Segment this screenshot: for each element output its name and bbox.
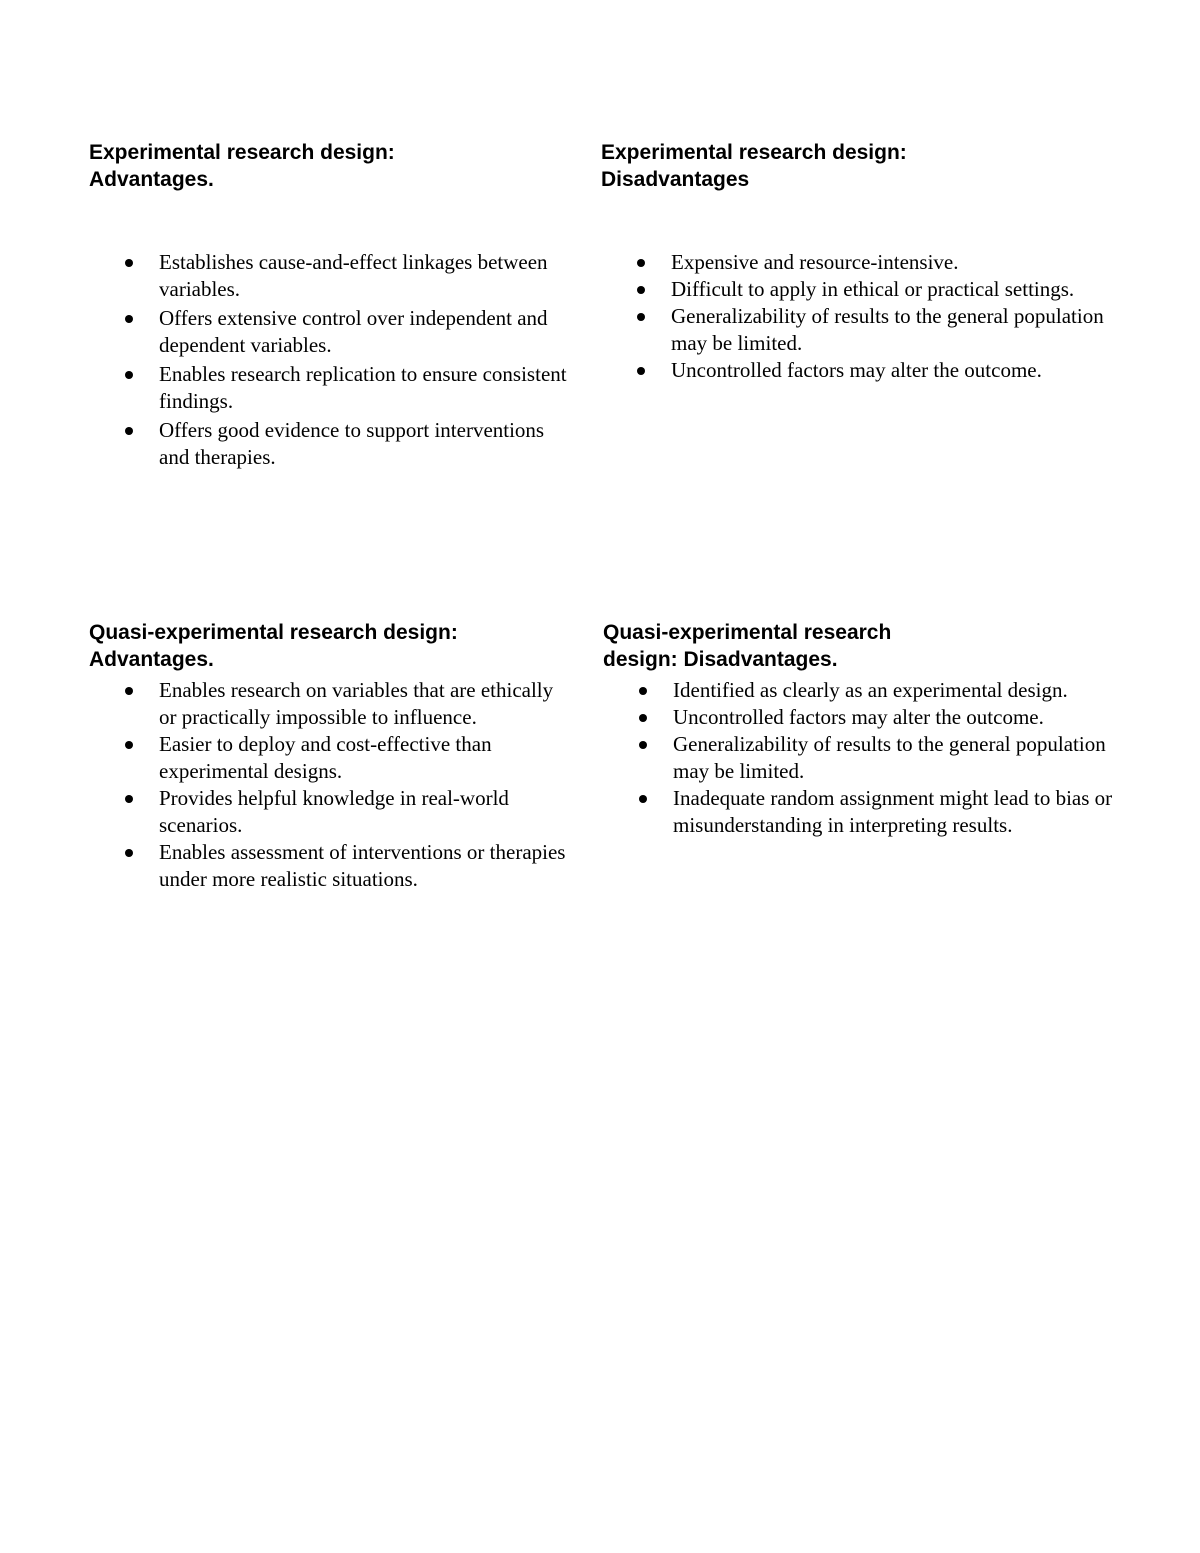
bullet-list (601, 249, 1111, 384)
section-heading (89, 619, 569, 673)
list-item-text: Offers good evidence to support interventions and therapies. (159, 418, 545, 469)
list-item (601, 357, 1111, 384)
experimental-advantages-section (89, 139, 569, 473)
list-item-text: Difficult to apply in ethical or practical settings. (671, 277, 1075, 301)
list-item-text: Offers extensive control over independent and dependent variables. (159, 306, 548, 357)
heading-line: Experimental research design: (89, 141, 395, 164)
list-item (89, 677, 569, 731)
bullet-icon (637, 313, 645, 321)
list-item-text: Generalizability of results to the general population may be limited. (671, 304, 1104, 355)
heading-line: Quasi-experimental research design: (89, 621, 458, 644)
bullet-icon (125, 849, 133, 857)
bullet-icon (637, 286, 645, 294)
list-item-text: Generalizability of results to the general population may be limited. (673, 732, 1106, 783)
list-item (89, 361, 569, 415)
list-item-text: Expensive and resource-intensive. (671, 250, 959, 274)
list-item-text: Easier to deploy and cost-effective than experimental designs. (159, 732, 492, 783)
list-item-text: Uncontrolled factors may alter the outcome. (673, 705, 1044, 729)
section-heading (601, 139, 1111, 193)
bullet-icon (125, 371, 133, 379)
list-item (601, 276, 1111, 303)
list-item-text: Enables research on variables that are ethically or practically impossible to influence. (159, 678, 554, 729)
list-item-text: Enables assessment of interventions or therapies under more realistic situations. (159, 840, 566, 891)
list-item (603, 704, 1113, 731)
section-heading (603, 619, 1113, 673)
list-item (601, 249, 1111, 276)
list-item-text: Enables research replication to ensure consistent findings. (159, 362, 567, 413)
bullet-icon (125, 259, 133, 267)
heading-line: Disadvantages (601, 168, 750, 191)
list-item (89, 305, 569, 359)
list-item-text: Provides helpful knowledge in real-world scenarios. (159, 786, 509, 837)
list-item (89, 785, 569, 839)
heading-line: Advantages. (89, 168, 214, 191)
bullet-icon (125, 687, 133, 695)
list-item-text: Establishes cause-and-effect linkages between variables. (159, 250, 548, 301)
bullet-icon (639, 714, 647, 722)
heading-line: design: Disadvantages. (603, 648, 838, 671)
bullet-icon (639, 795, 647, 803)
bullet-icon (125, 427, 133, 435)
list-item (603, 731, 1113, 785)
bullet-icon (639, 687, 647, 695)
list-item (89, 839, 569, 893)
list-item (603, 785, 1113, 839)
bullet-list (603, 677, 1113, 839)
list-item (89, 249, 569, 303)
bullet-list (89, 677, 569, 893)
heading-line: Advantages. (89, 648, 214, 671)
bullet-icon (125, 315, 133, 323)
list-item (89, 417, 569, 471)
experimental-disadvantages-section (601, 139, 1111, 384)
list-item (601, 303, 1111, 357)
bullet-icon (125, 741, 133, 749)
bullet-icon (639, 741, 647, 749)
bullet-list (89, 249, 569, 471)
list-item (89, 731, 569, 785)
bullet-icon (637, 259, 645, 267)
list-item (603, 677, 1113, 704)
list-item-text: Identified as clearly as an experimental design. (673, 678, 1068, 702)
section-heading (89, 139, 569, 193)
quasi-experimental-advantages-section (89, 619, 569, 893)
bullet-icon (637, 367, 645, 375)
quasi-experimental-disadvantages-section (603, 619, 1113, 839)
list-item-text: Uncontrolled factors may alter the outcome. (671, 358, 1042, 382)
list-item-text: Inadequate random assignment might lead to bias or misunderstanding in interpreting results. (673, 786, 1113, 837)
heading-line: Experimental research design: (601, 141, 907, 164)
bullet-icon (125, 795, 133, 803)
heading-line: Quasi-experimental research (603, 621, 892, 644)
